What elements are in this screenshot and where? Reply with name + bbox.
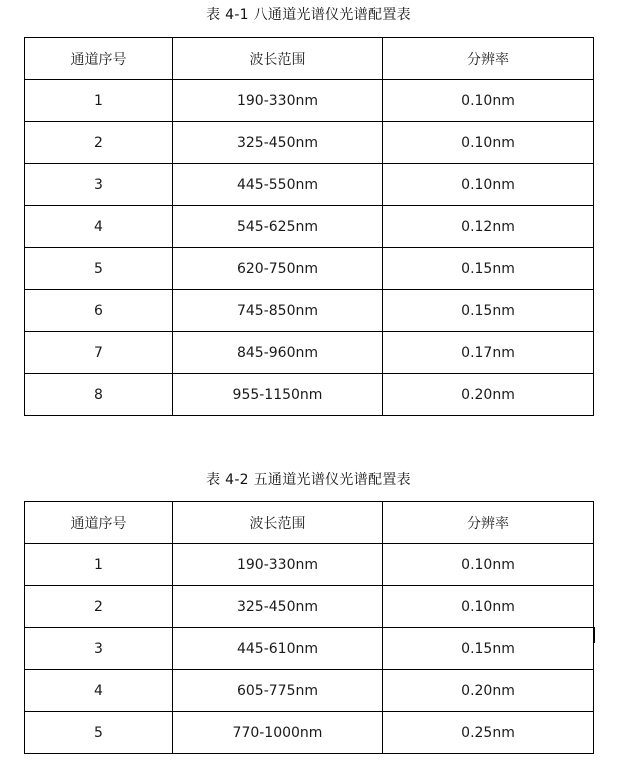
cell-wavelength-range: 745-850nm xyxy=(173,290,383,332)
cell-channel: 5 xyxy=(25,712,173,754)
table-row xyxy=(25,712,594,754)
cell-resolution: 0.20nm xyxy=(383,374,594,416)
table-header-row xyxy=(25,38,594,80)
table-row xyxy=(25,290,594,332)
table-row xyxy=(25,80,594,122)
table-row xyxy=(25,248,594,290)
cell-channel: 2 xyxy=(25,122,173,164)
column-header-wavelength-range: 波长范围 xyxy=(173,502,383,544)
five-channel-spectrum-table xyxy=(24,501,594,754)
cell-resolution: 0.10nm xyxy=(383,586,594,628)
cell-channel: 8 xyxy=(25,374,173,416)
cell-channel: 6 xyxy=(25,290,173,332)
cell-resolution: 0.12nm xyxy=(383,206,594,248)
eight-channel-spectrum-table xyxy=(24,37,594,416)
table-row xyxy=(25,122,594,164)
table-row xyxy=(25,206,594,248)
column-header-channel: 通道序号 xyxy=(25,502,173,544)
cell-wavelength-range: 325-450nm xyxy=(173,586,383,628)
cell-resolution: 0.17nm xyxy=(383,332,594,374)
text-cursor-mark xyxy=(593,627,595,643)
cell-resolution: 0.15nm xyxy=(383,628,594,670)
table-caption: 表 4-2 五通道光谱仪光谱配置表 xyxy=(206,472,411,488)
table-caption: 表 4-1 八通道光谱仪光谱配置表 xyxy=(206,7,411,23)
column-header-wavelength-range: 波长范围 xyxy=(173,38,383,80)
cell-channel: 1 xyxy=(25,544,173,586)
table-row xyxy=(25,586,594,628)
cell-channel: 3 xyxy=(25,164,173,206)
cell-resolution: 0.10nm xyxy=(383,122,594,164)
cell-wavelength-range: 545-625nm xyxy=(173,206,383,248)
cell-resolution: 0.20nm xyxy=(383,670,594,712)
cell-channel: 3 xyxy=(25,628,173,670)
cell-channel: 5 xyxy=(25,248,173,290)
cell-wavelength-range: 605-775nm xyxy=(173,670,383,712)
cell-wavelength-range: 955-1150nm xyxy=(173,374,383,416)
cell-resolution: 0.10nm xyxy=(383,164,594,206)
cell-resolution: 0.10nm xyxy=(383,544,594,586)
table-row xyxy=(25,332,594,374)
cell-wavelength-range: 620-750nm xyxy=(173,248,383,290)
cell-wavelength-range: 325-450nm xyxy=(173,122,383,164)
cell-wavelength-range: 770-1000nm xyxy=(173,712,383,754)
table-row xyxy=(25,374,594,416)
cell-wavelength-range: 190-330nm xyxy=(173,544,383,586)
column-header-resolution: 分辨率 xyxy=(383,38,594,80)
table-row xyxy=(25,628,594,670)
cell-wavelength-range: 445-550nm xyxy=(173,164,383,206)
column-header-channel: 通道序号 xyxy=(25,38,173,80)
cell-channel: 7 xyxy=(25,332,173,374)
cell-wavelength-range: 445-610nm xyxy=(173,628,383,670)
cell-wavelength-range: 190-330nm xyxy=(173,80,383,122)
cell-channel: 1 xyxy=(25,80,173,122)
column-header-resolution: 分辨率 xyxy=(383,502,594,544)
table-header-row xyxy=(25,502,594,544)
cell-resolution: 0.25nm xyxy=(383,712,594,754)
cell-resolution: 0.15nm xyxy=(383,248,594,290)
cell-channel: 2 xyxy=(25,586,173,628)
table-row xyxy=(25,670,594,712)
cell-channel: 4 xyxy=(25,206,173,248)
cell-resolution: 0.10nm xyxy=(383,80,594,122)
cell-channel: 4 xyxy=(25,670,173,712)
cell-wavelength-range: 845-960nm xyxy=(173,332,383,374)
table-row xyxy=(25,544,594,586)
table-row xyxy=(25,164,594,206)
cell-resolution: 0.15nm xyxy=(383,290,594,332)
